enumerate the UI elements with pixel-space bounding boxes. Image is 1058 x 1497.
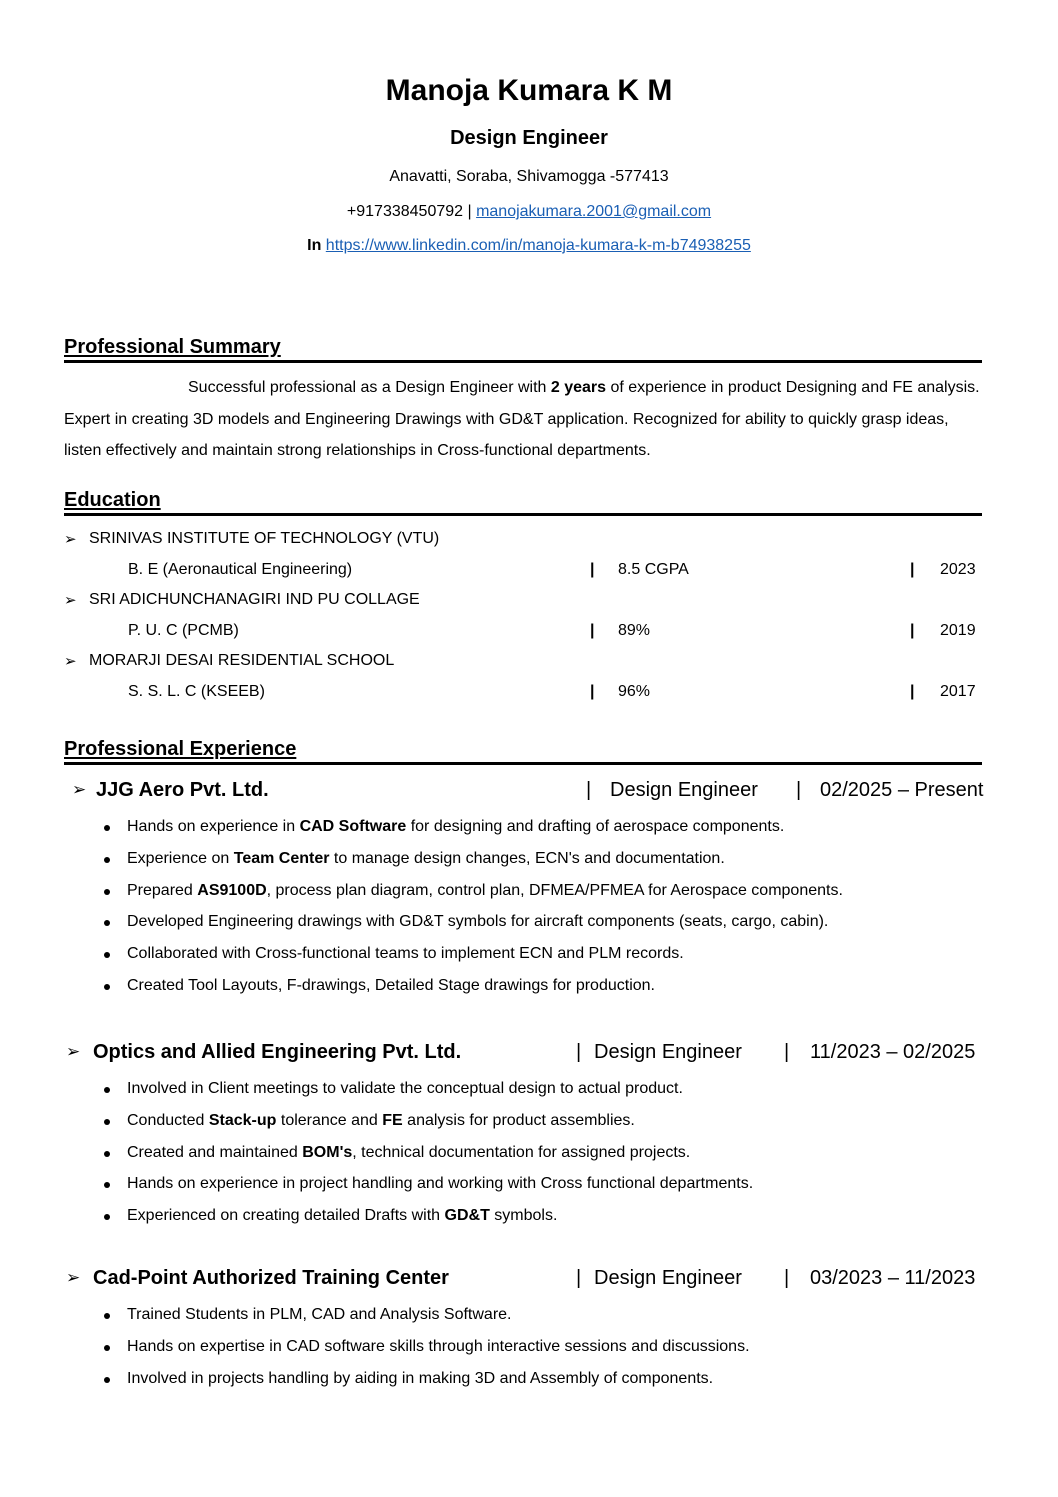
education-score: 89% [618,622,651,639]
job-bullet-list [100,1079,753,1238]
job-company: JJG Aero Pvt. Ltd. [96,779,269,801]
job-bullet-item: Prepared AS9100D, process plan diagram, control plan, DFMEA/PFMEA for Aerospace components. [100,881,843,913]
job-title: Design Engineer [610,779,758,801]
job-header [66,1041,996,1067]
job-bullet-item: Created and maintained BOM's, technical documentation for assigned projects. [100,1143,753,1175]
summary-text: Successful professional as a Design Engineer with 2 years of experience in product Designing and FE analysis. Expert in creating 3D models and Engineering Drawings with GD&T application. Recognized for ability to quickly grasp ideas, listen effectively and maintain strong relationships in Cross-functional departments. [64,379,980,459]
job-bullet-item: Involved in Client meetings to validate the conceptual design to actual product. [100,1079,753,1111]
job-header [72,779,1002,805]
separator: | [590,683,595,700]
job-bullet-item: Hands on expertise in CAD software skills through interactive sessions and discussions. [100,1337,750,1369]
education-detail-row [64,683,994,705]
separator: | [784,1041,790,1063]
education-institution-row [64,530,994,552]
education-year: 2017 [940,683,976,700]
job-title: Design Engineer [594,1041,742,1063]
separator: | [910,683,915,700]
education-score: 8.5 CGPA [618,561,689,578]
separator: | [784,1267,790,1289]
education-institution: SRINIVAS INSTITUTE OF TECHNOLOGY (VTU) [89,530,440,547]
separator: | [590,561,595,578]
education-degree: B. E (Aeronautical Engineering) [128,561,353,578]
email-link[interactable]: manojakumara.2001@gmail.com [476,203,712,220]
job-dates: 02/2025 – Present [820,779,984,801]
job-bullet-item: Conducted Stack-up tolerance and FE analysis for product assemblies. [100,1111,753,1143]
job-company: Cad-Point Authorized Training Center [93,1267,449,1289]
education-institution: MORARJI DESAI RESIDENTIAL SCHOOL [89,652,395,669]
section-heading-experience: Professional Experience [64,738,982,765]
linkedin-icon: In [307,237,322,254]
education-institution-row [64,652,994,674]
arrow-bullet-icon: ➢ [66,1268,81,1287]
arrow-bullet-icon: ➢ [64,653,77,670]
phone: +917338450792 [346,203,464,220]
job-bullet-item: Collaborated with Cross-functional teams to implement ECN and PLM records. [100,944,843,976]
arrow-bullet-icon: ➢ [64,531,77,548]
separator: | [576,1267,582,1289]
separator: | [463,203,477,220]
job-bullet-item: Trained Students in PLM, CAD and Analysis Software. [100,1305,750,1337]
job-company: Optics and Allied Engineering Pvt. Ltd. [93,1041,462,1063]
arrow-bullet-icon: ➢ [64,592,77,609]
separator: | [796,779,802,801]
section-heading-summary: Professional Summary [64,336,982,363]
education-degree: S. S. L. C (KSEEB) [128,683,265,700]
job-bullet-list [100,1305,750,1400]
arrow-bullet-icon: ➢ [66,1042,81,1061]
job-header [66,1267,996,1293]
separator: | [576,1041,582,1063]
job-bullet-item: Hands on experience in CAD Software for designing and drafting of aerospace components. [100,817,843,849]
education-detail-row [64,622,994,644]
job-dates: 11/2023 – 02/2025 [810,1041,976,1063]
arrow-bullet-icon: ➢ [72,780,87,799]
linkedin-link[interactable]: https://www.linkedin.com/in/manoja-kumara-k-m-b74938255 [325,237,751,254]
address: Anavatti, Soraba, Shivamogga -577413 [389,168,669,185]
job-bullet-item: Experience on Team Center to manage design changes, ECN's and documentation. [100,849,843,881]
section-heading-education: Education [64,489,982,516]
education-detail-row [64,561,994,583]
education-year: 2023 [940,561,976,578]
separator: | [586,779,592,801]
job-bullet-item: Hands on experience in project handling and working with Cross functional departments. [100,1174,753,1206]
job-dates: 03/2023 – 11/2023 [810,1267,976,1289]
job-bullet-item: Involved in projects handling by aiding in making 3D and Assembly of components. [100,1369,750,1401]
job-bullet-list [100,817,843,1008]
education-year: 2019 [940,622,976,639]
job-bullet-item: Experienced on creating detailed Drafts with GD&T symbols. [100,1206,753,1238]
candidate-role: Design Engineer [450,127,608,149]
candidate-name: Manoja Kumara K M [385,74,673,107]
job-bullet-item: Created Tool Layouts, F-drawings, Detailed Stage drawings for production. [100,976,843,1008]
education-institution: SRI ADICHUNCHANAGIRI IND PU COLLAGE [89,591,420,608]
separator: | [590,622,595,639]
education-degree: P. U. C (PCMB) [128,622,239,639]
job-bullet-item: Developed Engineering drawings with GD&T symbols for aircraft components (seats, cargo, cabin). [100,912,843,944]
linkedin-line [0,237,1058,255]
contact-line [0,203,1058,221]
education-institution-row [64,591,994,613]
job-title: Design Engineer [594,1267,742,1289]
separator: | [910,561,915,578]
separator: | [910,622,915,639]
education-score: 96% [618,683,651,700]
